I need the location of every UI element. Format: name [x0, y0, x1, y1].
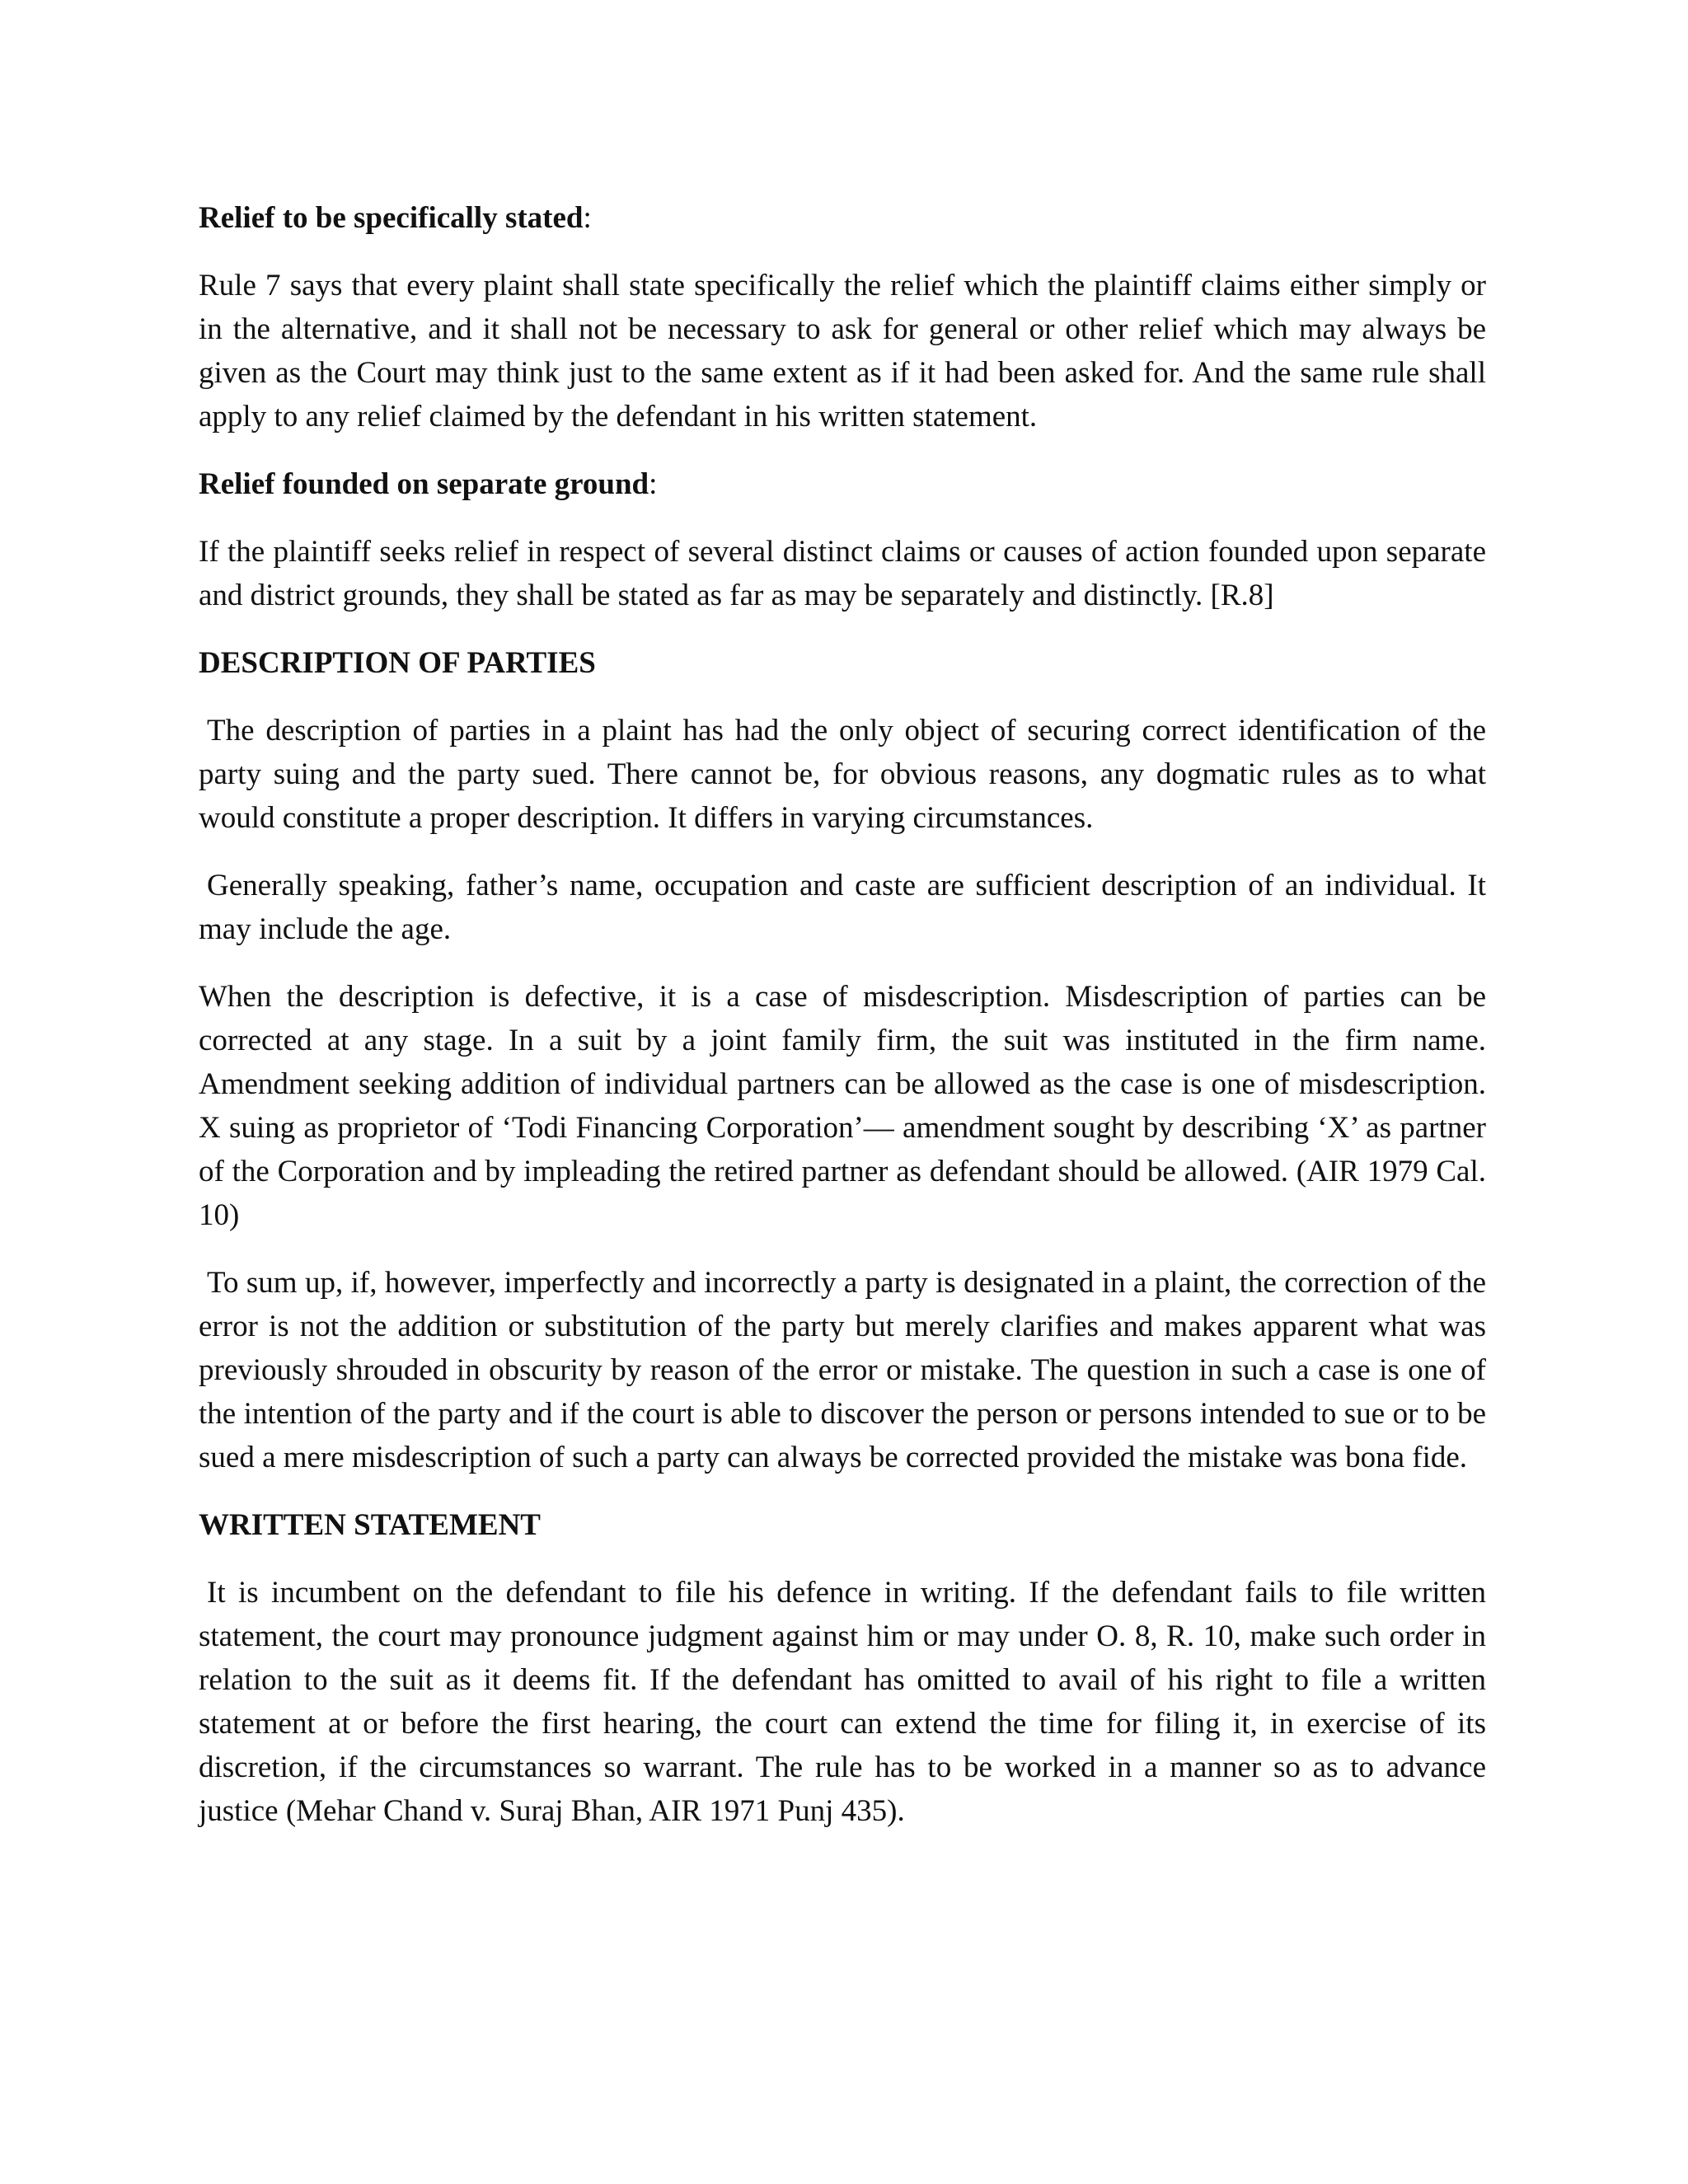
heading-relief-separate-ground [199, 462, 1486, 506]
heading-colon: : [649, 467, 658, 501]
heading-text: Relief founded on separate ground [199, 467, 649, 501]
heading-text: Relief to be specifically stated [199, 201, 584, 235]
paragraph-parties-1: The description of parties in a plaint has had the only object of securing correct identification of the party suing and the party sued. There cannot be, for obvious reasons, any dogmatic rules as to what would constitute a proper description. It differs in varying circumstances. [199, 714, 1486, 835]
paragraph-rule-7: Rule 7 says that every plaint shall state specifically the relief which the plaintiff claims either simply or in the alternative, and it shall not be necessary to ask for general or other relief which may always be given as the Court may think just to the same extent as if it had been asked for. And the same rule shall apply to any relief claimed by the defendant in his written statement. [199, 269, 1486, 434]
paragraph-parties-2: Generally speaking, father’s name, occupation and caste are sufficient description of an individual. It may include the age. [199, 869, 1486, 946]
document-body [199, 196, 1486, 1857]
heading-colon: : [583, 201, 592, 235]
paragraph-parties-4: To sum up, if, however, imperfectly and incorrectly a party is designated in a plaint, the correction of the error is not the addition or substitution of the party but merely clarifies and makes apparent what was previously shrouded in obscurity by reason of the error or mistake. The question in such a case is one of the intention of the party and if the court is able to discover the person or persons intended to sue or to be sued a mere misdescription of such a party can always be corrected provided the mistake was bona fide. [199, 1266, 1486, 1474]
heading-relief-specifically-stated [199, 196, 1486, 240]
paragraph-written-statement: It is incumbent on the defendant to file his defence in writing. If the defendant fails to file written statement, the court may pronounce judgment against him or may under O. 8, R. 10, make such order in relation to the suit as it deems fit. If the defendant has omitted to avail of his right to file a written statement at or before the first hearing, the court can extend the time for filing it, in exercise of its discretion, if the circumstances so warrant. The rule has to be worked in a manner so as to advance justice (Mehar Chand v. Suraj Bhan, AIR 1971 Punj 435). [199, 1576, 1486, 1828]
heading-written-statement: WRITTEN STATEMENT [199, 1508, 541, 1542]
paragraph-separate-grounds: If the plaintiff seeks relief in respect of several distinct claims or causes of action founded upon separate and district grounds, they shall be stated as far as may be separately and distinctly. [R.8] [199, 535, 1486, 612]
heading-description-of-parties: DESCRIPTION OF PARTIES [199, 646, 596, 680]
paragraph-parties-3: When the description is defective, it is a case of misdescription. Misdescription of parties can be corrected at any stage. In a suit by a joint family firm, the suit was instituted in the firm name. Amendment seeking addition of individual partners can be allowed as the case is one of misdescription. X suing as proprietor of ‘Todi Financing Corporation’— amendment sought by describing ‘X’ as partner of the Corporation and by impleading the retired partner as defendant should be allowed. (AIR 1979 Cal. 10) [199, 980, 1486, 1232]
